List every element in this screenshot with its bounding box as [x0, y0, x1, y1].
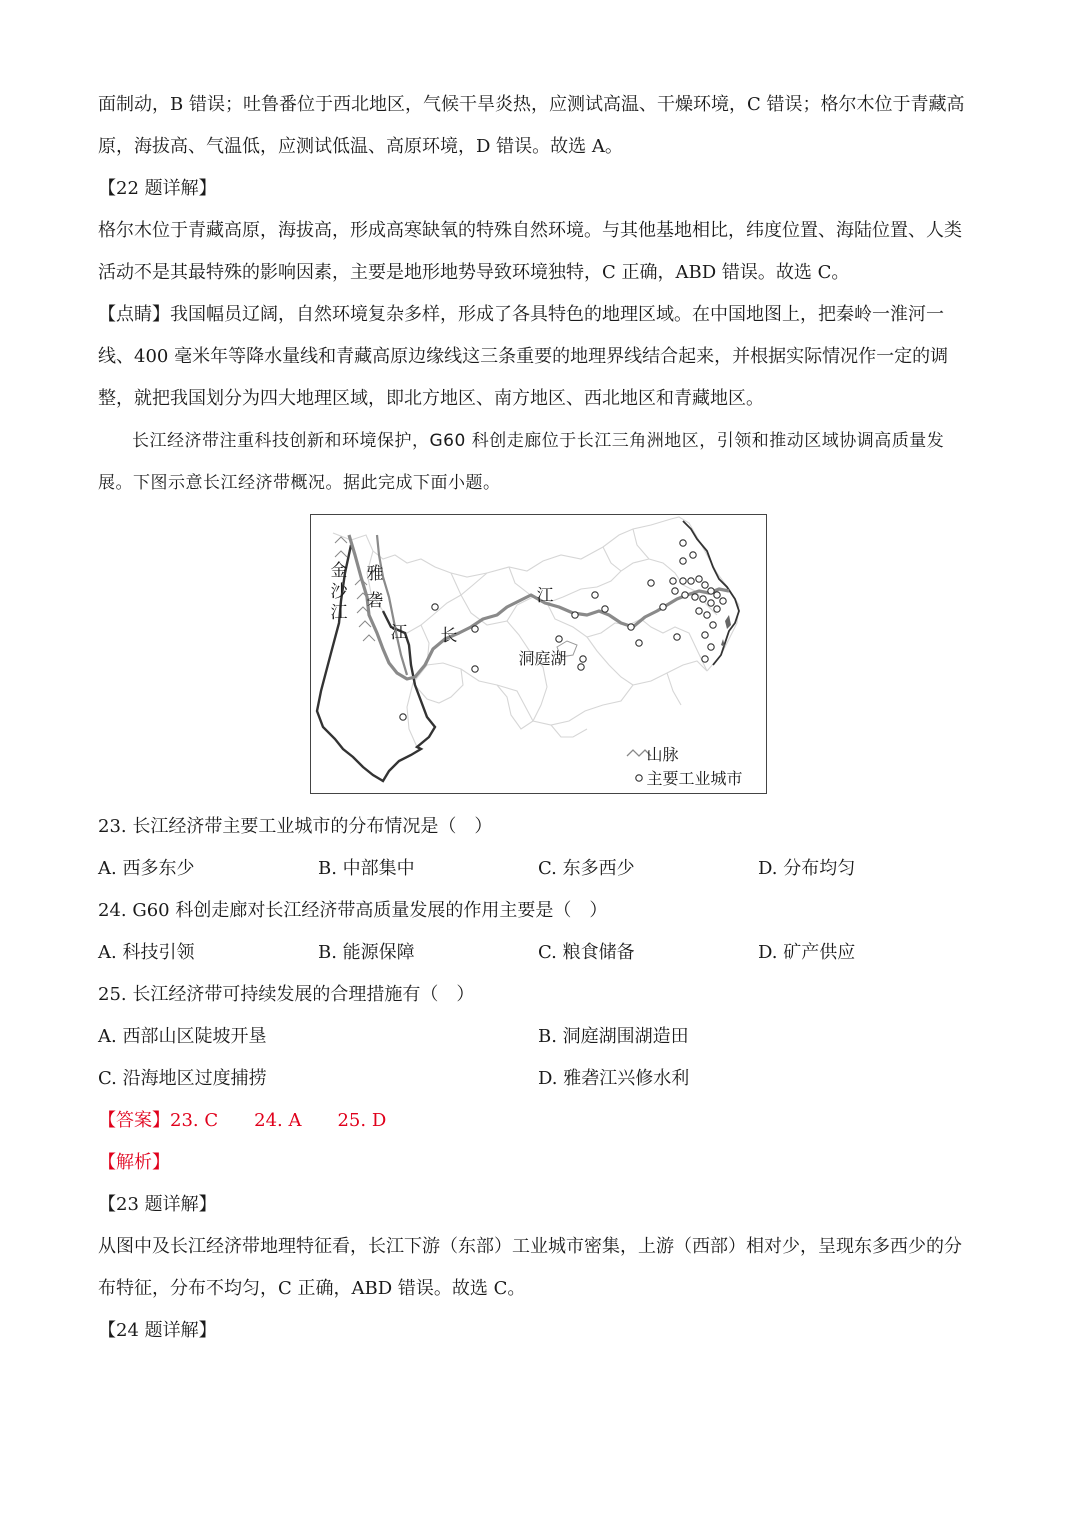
q23-option-c: C. 东多西少	[538, 858, 635, 879]
map-figure	[98, 514, 978, 794]
answer-line	[98, 1100, 978, 1142]
answer-23: 23. C	[170, 1110, 219, 1131]
question-23-stem: 23. 长江经济带主要工业城市的分布情况是（ ）	[98, 816, 493, 837]
answer-label: 【答案】	[98, 1110, 170, 1131]
paragraph-intro: 长江经济带注重科技创新和环境保护，G60 科创走廊位于长江三角洲地区，引领和推动区域协调高质量发展。下图示意长江经济带概况。据此完成下面小题。	[98, 431, 945, 493]
analysis-label: 【解析】	[98, 1152, 170, 1173]
label-dongting-lake: 洞庭湖	[518, 649, 567, 668]
answer-25: 25. D	[337, 1110, 387, 1131]
label-jiang3: 江	[536, 586, 554, 606]
legend-city-label: 主要工业城市	[646, 769, 743, 788]
label-jin: 金	[330, 561, 348, 581]
heading-q24-detail: 【24 题详解】	[98, 1320, 217, 1341]
jinsha-river-label	[331, 561, 348, 624]
q23-option-a: A. 西多东少	[98, 858, 195, 879]
q24-option-a: A. 科技引领	[98, 942, 195, 963]
paragraph-continuation: 面制动，B 错误；吐鲁番位于西北地区，气候干旱炎热，应测试高温、干燥环境，C 错误；格尔木位于青藏高原，海拔高、气温低，应测试低温、高原环境，D 错误。故选 A。	[98, 94, 965, 157]
question-25-options-row2	[98, 1058, 978, 1100]
question-23-options	[98, 848, 978, 890]
document-page	[98, 84, 978, 1352]
heading-q22-detail: 【22 题详解】	[98, 178, 217, 199]
label-sha: 沙	[330, 582, 348, 602]
q24-option-c: C. 粮食储备	[538, 942, 635, 963]
paragraph-q23-explanation: 从图中及长江经济带地理特征看，长江下游（东部）工业城市密集，上游（西部）相对少，呈现东多西少的分布特征，分布不均匀，C 正确，ABD 错误。故选 C。	[98, 1236, 962, 1299]
q25-option-a: A. 西部山区陡坡开垦	[98, 1026, 267, 1047]
yalong-river-label	[367, 561, 384, 615]
label-jiang1: 江	[330, 603, 348, 623]
answer-24: 24. A	[254, 1110, 302, 1131]
paragraph-q22-explanation: 格尔木位于青藏高原，海拔高，形成高寒缺氧的特殊自然环境。与其他基地相比，纬度位置、海陆位置、人类活动不是其最特殊的影响因素，主要是地形地势导致环境独特，C 正确，ABD 错误。故选 C。	[98, 220, 962, 283]
q25-option-b: B. 洞庭湖围湖造田	[538, 1026, 689, 1047]
label-long: 砻	[366, 591, 384, 611]
question-24-options	[98, 932, 978, 974]
heading-q23-detail: 【23 题详解】	[98, 1194, 217, 1215]
question-25-options-row1	[98, 1016, 978, 1058]
label-jiang2: 江	[390, 623, 408, 643]
paragraph-dianjing	[98, 294, 978, 420]
question-25-stem: 25. 长江经济带可持续发展的合理措施有（ ）	[98, 984, 475, 1005]
q24-option-b: B. 能源保障	[318, 942, 415, 963]
yangtze-map	[310, 514, 767, 794]
q24-option-d: D. 矿产供应	[758, 942, 856, 963]
q23-option-b: B. 中部集中	[318, 858, 415, 879]
dianjing-label: 【点睛】	[98, 304, 170, 325]
label-chang: 长	[440, 626, 458, 646]
q25-option-d: D. 雅砻江兴修水利	[538, 1068, 690, 1089]
question-24-stem: 24. G60 科创走廊对长江经济带高质量发展的作用主要是（ ）	[98, 900, 608, 921]
q25-option-c: C. 沿海地区过度捕捞	[98, 1068, 267, 1089]
legend-mountain-label: 山脉	[646, 745, 679, 764]
dianjing-text: 我国幅员辽阔，自然环境复杂多样，形成了各具特色的地理区域。在中国地图上，把秦岭一淮河一线、400 毫米年等降水量线和青藏高原边缘线这三条重要的地理界线结合起来，并根据实际情况作一定的调整，就把我国划分为四大地理区域，即北方地区、南方地区、西北地区和青藏地区。	[98, 304, 949, 409]
q23-option-d: D. 分布均匀	[758, 858, 856, 879]
label-ya: 雅	[366, 564, 384, 584]
